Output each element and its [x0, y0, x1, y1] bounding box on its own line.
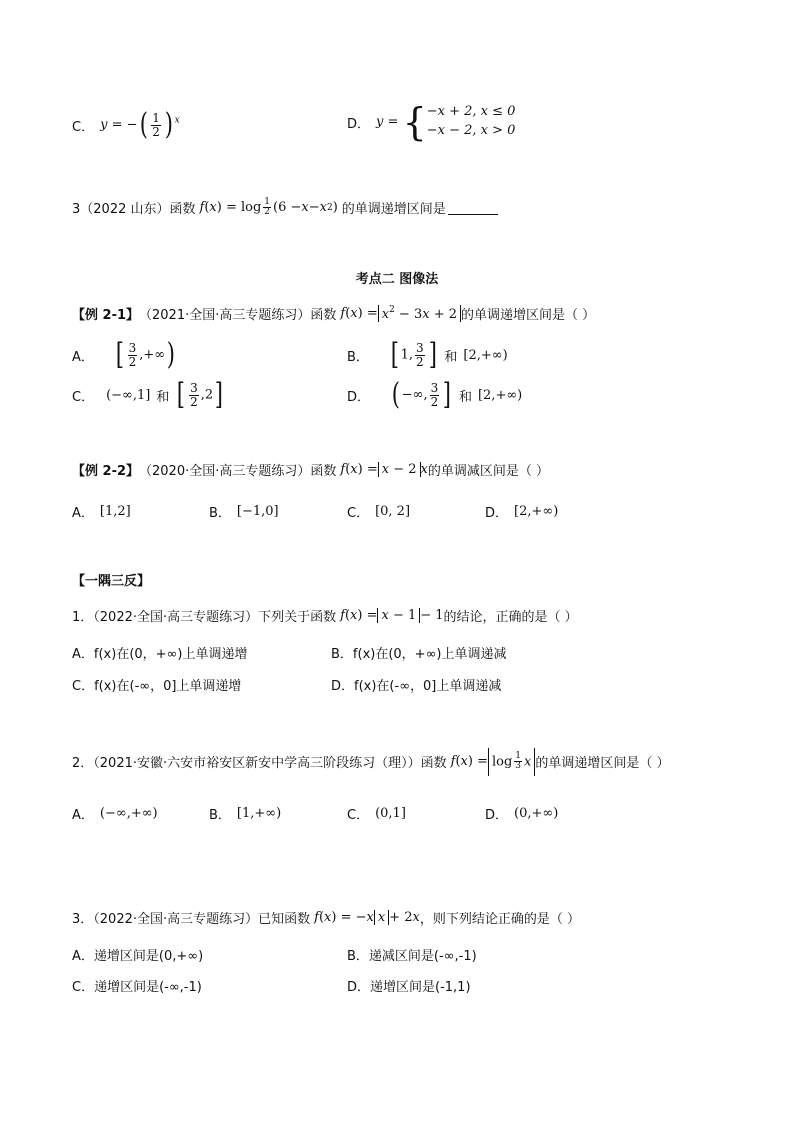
- option-value: [1,2]: [99, 504, 131, 519]
- example-tag: 【例 2-2】: [72, 464, 140, 479]
- example-source: （2020·全国·高三专题练习）函数: [139, 464, 337, 479]
- option-text: 递增区间是(-1,1): [370, 980, 471, 995]
- question-3-shandong: 3（2022 山东）函数 f ( x ) = log $\frac{1}{2}$ (6 − x − x 2 ) 的单调递增区间是: [72, 198, 498, 218]
- practice-3-stem: 3．（2022·全国·高三专题练习）已知函数 f ( x ) = − x x + 2 x ，则下列结论正确的是（ ）: [72, 910, 580, 927]
- option-label: D．: [485, 506, 509, 521]
- and-text: 和: [156, 389, 170, 405]
- option-label: A．: [72, 349, 94, 365]
- stem-prefix: 3．（2022·全国·高三专题练习）已知函数: [72, 912, 311, 927]
- stem-prefix: 2．（2021·安徽·六安市裕安区新安中学高三阶段练习（理））函数: [72, 756, 447, 772]
- stem-suffix: 的结论，正确的是（ ）: [443, 610, 578, 625]
- example-2-1-option-a: A． [ $\frac{3}{2}$ ,+∞): [72, 337, 176, 372]
- option-text: 递增区间是(0,+∞): [93, 949, 204, 964]
- option-d-formula: y = { −x + 2, x ≤ 0 −x − 2, x > 0: [376, 100, 516, 144]
- practice-2-option-a: [72, 804, 158, 823]
- option-label: C．: [72, 679, 95, 694]
- example-2-1-option-b: B． [ 1, $\frac{3}{2}$ ] 和 [2,+∞): [347, 337, 508, 372]
- prev-option-d: [347, 100, 516, 144]
- practice-1-option-b: [331, 643, 506, 662]
- option-label: C．: [347, 808, 370, 823]
- piecewise-line-2: −x − 2, x > 0: [426, 123, 516, 138]
- stem-prefix: 1．（2022·全国·高三专题练习）下列关于函数: [72, 610, 337, 625]
- example-2-1-option-c: C． (−∞,1] 和 [ $\frac{3}{2}$ ,2]: [72, 377, 224, 412]
- option-label: A．: [72, 949, 94, 964]
- option-label: B．: [209, 808, 231, 823]
- example-tail: 的单调递增区间是（ ）: [461, 308, 596, 323]
- practice-3-option-a: [72, 945, 203, 964]
- example-tail: 的单调减区间是（ ）: [427, 464, 549, 479]
- practice-section-title: 【一隅三反】: [72, 574, 151, 589]
- option-label: D．: [331, 679, 355, 694]
- option-label: D．: [347, 389, 371, 405]
- option-text: f(x)在(-∞，0]上单调递增: [94, 679, 242, 694]
- stem-suffix: ，则下列结论正确的是（ ）: [419, 912, 580, 927]
- option-label: C．: [347, 506, 370, 521]
- practice-2-option-c: [347, 804, 406, 823]
- practice-2-stem: 2．（2021·安徽·六安市裕安区新安中学高三阶段练习（理））函数 f ( x ) = log $\frac{1}{3}$ x 的单调递增区间是（ ）: [72, 748, 670, 776]
- option-label: D．: [485, 808, 509, 823]
- option-label: C．: [72, 389, 95, 405]
- option-label: C．: [72, 119, 95, 135]
- example-2-2-option-d: [485, 502, 558, 521]
- section-title: 考点二 图像法: [355, 272, 439, 287]
- option-c-formula: y = −( $\frac{1}{2}$ ) $^x$: [100, 107, 180, 142]
- option-text: f(x)在(0，+∞)上单调递增: [93, 647, 248, 662]
- practice-3-option-c: [72, 976, 202, 995]
- option-value: [2,+∞): [514, 504, 559, 519]
- option-label: A．: [72, 647, 94, 662]
- example-tag: 【例 2-1】: [72, 308, 140, 323]
- option-text: f(x)在(0，+∞)上单调递减: [352, 647, 507, 662]
- practice-3-option-d: [347, 976, 471, 995]
- example-2-1-stem: 【例 2-1】 （2021·全国·高三专题练习）函数 f ( x ) = $x^2 - 3x + 2$ 的单调递增区间是（ ）: [72, 305, 596, 323]
- and-text: 和: [444, 349, 458, 365]
- option-text: 递增区间是(-∞,-1): [94, 980, 202, 995]
- option-value: [0, 2]: [375, 504, 411, 519]
- option-label: D．: [347, 116, 371, 132]
- option-label: B．: [331, 647, 353, 662]
- example-2-2-stem: 【例 2-2】 （2020·全国·高三专题练习）函数 f ( x ) = x − 2 x 的单调减区间是（ ）: [72, 462, 549, 479]
- example-2-2-option-b: [209, 502, 279, 521]
- option-value: [1,+∞): [236, 806, 282, 821]
- option-value: (−∞,+∞): [99, 806, 158, 821]
- practice-3-option-b: [347, 945, 477, 964]
- option-value: (0,+∞): [514, 806, 559, 821]
- practice-2-option-d: [485, 804, 558, 823]
- practice-2-option-b: [209, 804, 281, 823]
- option-text: 递减区间是(-∞,-1): [368, 949, 477, 964]
- question-suffix: 的单调递增区间是: [341, 202, 446, 218]
- q3-formula: f: [199, 200, 205, 216]
- option-label: A．: [72, 808, 94, 823]
- question-prefix: 3（2022 山东）函数: [72, 202, 196, 218]
- and-text: 和: [458, 389, 472, 405]
- example-2-2-option-c: [347, 502, 410, 521]
- option-label: B．: [209, 506, 231, 521]
- option-label: C．: [72, 980, 95, 995]
- option-value: (0,1]: [375, 806, 406, 821]
- piecewise-line-1: −x + 2, x ≤ 0: [426, 104, 516, 120]
- example-2-2-option-a: [72, 502, 131, 521]
- stem-suffix: 的单调递增区间是（ ）: [535, 756, 670, 772]
- option-label: B．: [347, 349, 369, 365]
- example-source: （2021·全国·高三专题练习）函数: [139, 308, 337, 323]
- practice-1-option-c: [72, 675, 241, 694]
- option-label: D．: [347, 980, 371, 995]
- answer-blank: [448, 200, 498, 215]
- option-value: [−1,0]: [236, 504, 279, 519]
- option-label: B．: [347, 949, 369, 964]
- example-2-1-option-d: D． ( −∞, $\frac{3}{2}$ ] 和 [2,+∞): [347, 377, 523, 412]
- practice-1-stem: 1．（2022·全国·高三专题练习）下列关于函数 f ( x ) = x − 1 − 1 的结论，正确的是（ ）: [72, 608, 578, 625]
- practice-1-option-a: [72, 643, 247, 662]
- option-text: f(x)在(-∞，0]上单调递减: [354, 679, 502, 694]
- prev-option-c: [72, 107, 180, 142]
- practice-1-option-d: [331, 675, 501, 694]
- option-label: A．: [72, 506, 94, 521]
